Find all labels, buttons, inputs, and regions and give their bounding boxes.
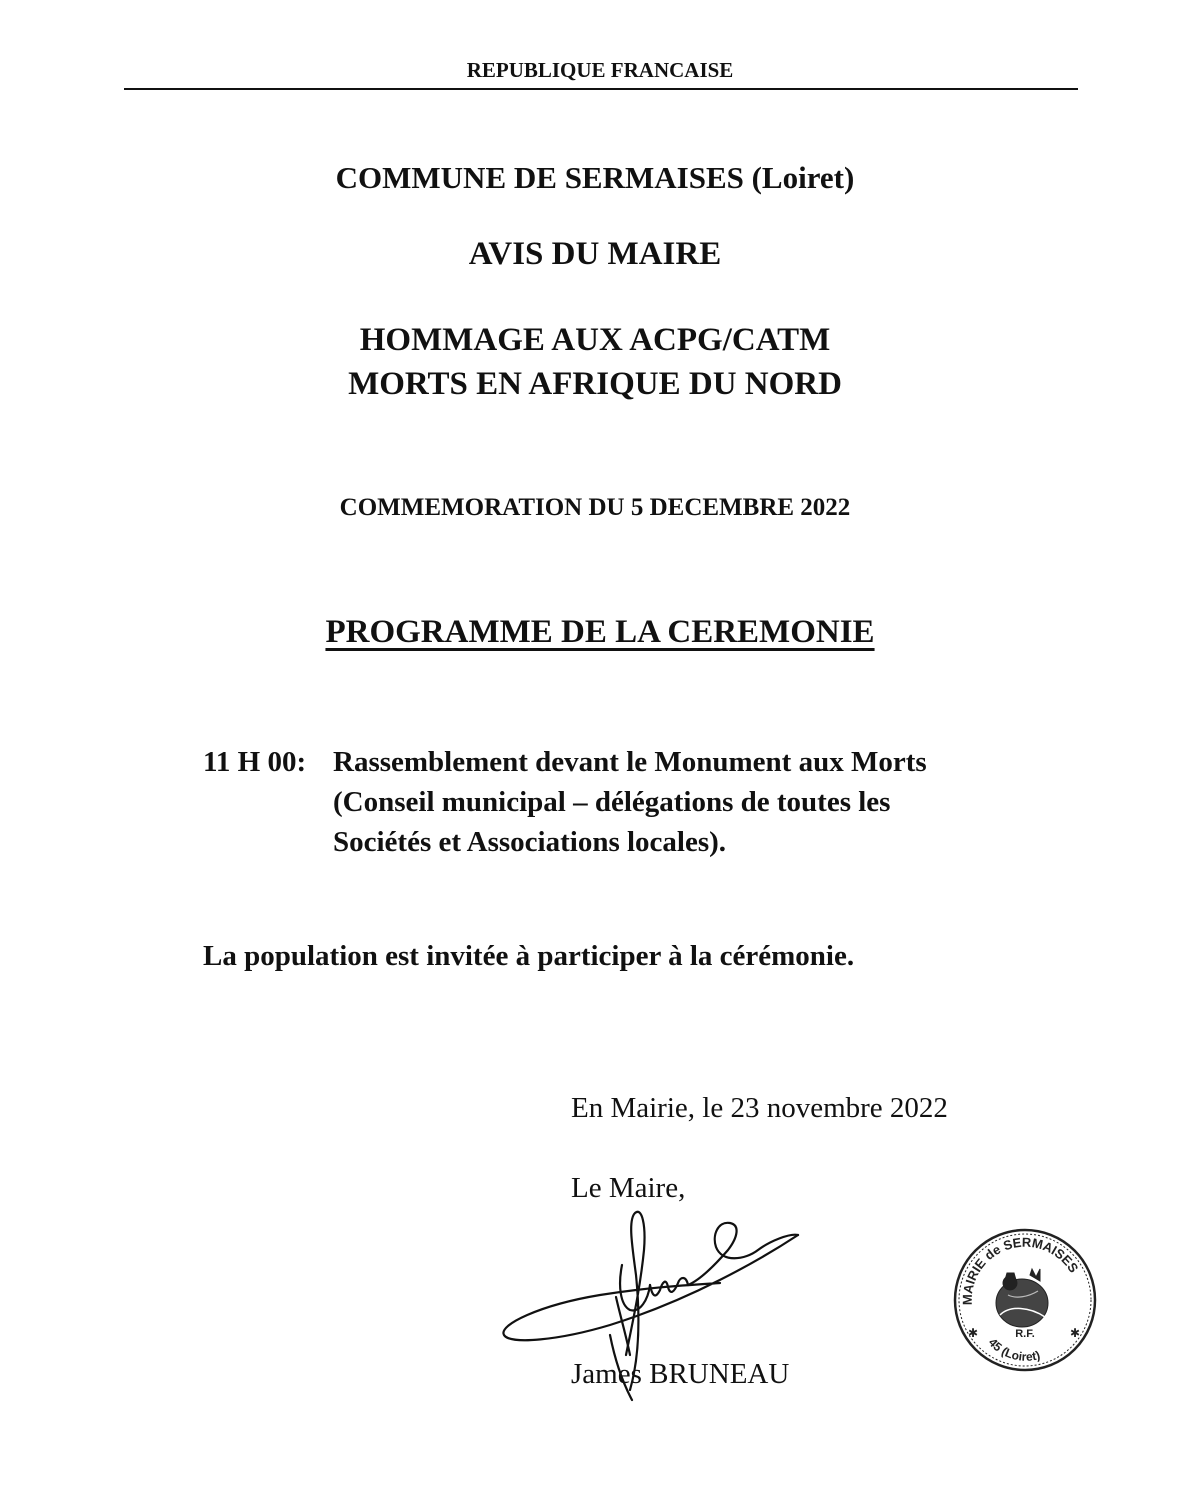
- programme-line-2: (Conseil municipal – délégations de toutes les: [333, 786, 891, 818]
- signatory-name: James BRUNEAU: [571, 1358, 790, 1390]
- programme-line-1: Rassemblement devant le Monument aux Morts: [333, 746, 927, 778]
- commune-heading: COMMUNE DE SERMAISES (Loiret): [335, 160, 855, 195]
- tribute-line-2: MORTS EN AFRIQUE DU NORD: [348, 366, 842, 402]
- programme-title-text: PROGRAMME DE LA CEREMONIE: [325, 614, 875, 650]
- header-rule: [124, 88, 1078, 90]
- seal-emblem: [996, 1269, 1048, 1327]
- invitation-text: La population est invitée à participer à la cérémonie.: [203, 940, 855, 972]
- signatory-role: Le Maire,: [571, 1172, 686, 1204]
- seal-text-top: MAIRIE de SERMAISES: [959, 1234, 1082, 1306]
- tribute-line-1: HOMMAGE AUX ACPG/CATM: [359, 322, 831, 358]
- programme-line-3: Sociétés et Associations locales).: [333, 826, 727, 858]
- seal-text-bottom: 45 (Loiret): [985, 1335, 1042, 1364]
- svg-text:✱: ✱: [1070, 1326, 1081, 1340]
- programme-time: 11 H 00:: [203, 746, 307, 778]
- svg-text:✱: ✱: [968, 1326, 979, 1340]
- commemoration-date: COMMEMORATION DU 5 DECEMBRE 2022: [339, 494, 851, 521]
- republic-heading: REPUBLIQUE FRANCAISE: [466, 58, 734, 82]
- town-hall-seal: [950, 1225, 1100, 1375]
- seal-text-mid: R.F.: [1015, 1328, 1035, 1340]
- programme-title: [0, 614, 1190, 651]
- signature-date: En Mairie, le 23 novembre 2022: [571, 1092, 948, 1124]
- notice-title: AVIS DU MAIRE: [468, 236, 722, 272]
